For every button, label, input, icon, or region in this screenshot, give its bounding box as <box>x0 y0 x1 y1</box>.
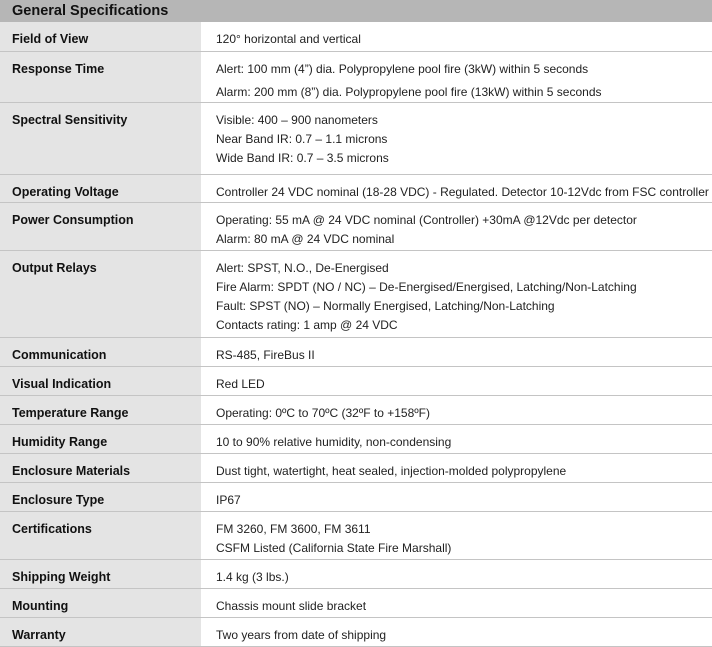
spec-label: Temperature Range <box>0 395 201 424</box>
spec-value-line: Red LED <box>216 376 265 391</box>
spec-row-spectral-sensitivity <box>0 102 712 174</box>
spec-row-enclosure-materials <box>0 453 712 482</box>
spec-value <box>201 617 712 646</box>
spec-value <box>201 482 712 511</box>
spec-label: Enclosure Materials <box>0 453 201 482</box>
spec-value <box>201 453 712 482</box>
spec-label: Power Consumption <box>0 202 201 250</box>
spec-row-warranty <box>0 617 712 646</box>
spec-value <box>201 102 712 174</box>
spec-label: Operating Voltage <box>0 174 201 202</box>
spec-value <box>201 424 712 453</box>
spec-row-visual-indication <box>0 366 712 395</box>
spec-row-enclosure-type <box>0 482 712 511</box>
spec-value-line: Operating: 0ºC to 70ºC (32ºF to +158ºF) <box>216 405 430 420</box>
spec-value-line: RS-485, FireBus II <box>216 347 315 362</box>
spec-value-line: CSFM Listed (California State Fire Marshall) <box>216 540 452 555</box>
spec-value-line: Two years from date of shipping <box>216 627 387 642</box>
spec-value <box>201 22 712 51</box>
spec-value <box>201 250 712 337</box>
spec-row-field-of-view <box>0 22 712 51</box>
spec-label: Humidity Range <box>0 424 201 453</box>
spec-value <box>201 337 712 366</box>
spec-value-line: Visible: 400 – 900 nanometers <box>216 112 378 127</box>
spec-value-line: FM 3260, FM 3600, FM 3611 <box>216 521 371 536</box>
spec-value <box>201 51 712 102</box>
spec-label: Response Time <box>0 51 201 102</box>
spec-value-line: Controller 24 VDC nominal (18-28 VDC) - Regulated. Detector 10-12Vdc from FSC controller <box>216 184 709 199</box>
spec-value-line: 1.4 kg (3 lbs.) <box>216 569 289 584</box>
spec-value-line: Alert: 100 mm (4”) dia. Polypropylene pool fire (3kW) within 5 seconds <box>216 61 589 76</box>
spec-table <box>0 22 712 647</box>
spec-value-line: Alert: SPST, N.O., De-Energised <box>216 260 389 275</box>
spec-label: Spectral Sensitivity <box>0 102 201 174</box>
spec-row-output-relays <box>0 250 712 337</box>
spec-value <box>201 174 712 202</box>
spec-value <box>201 511 712 559</box>
spec-value <box>201 588 712 617</box>
spec-value-line: Operating: 55 mA @ 24 VDC nominal (Controller) +30mA @12Vdc per detector <box>216 212 637 227</box>
spec-value-line: Fire Alarm: SPDT (NO / NC) – De-Energised/Energised, Latching/Non-Latching <box>216 279 637 294</box>
section-header: General Specifications <box>0 0 712 22</box>
spec-value-line: Contacts rating: 1 amp @ 24 VDC <box>216 317 398 332</box>
spec-value <box>201 202 712 250</box>
spec-value <box>201 395 712 424</box>
spec-value-line: 120° horizontal and vertical <box>216 32 361 46</box>
spec-label: Mounting <box>0 588 201 617</box>
spec-value <box>201 366 712 395</box>
spec-label: Shipping Weight <box>0 559 201 588</box>
spec-row-certifications <box>0 511 712 559</box>
spec-value-line: Alarm: 200 mm (8”) dia. Polypropylene pool fire (13kW) within 5 seconds <box>216 84 602 99</box>
spec-label: Field of View <box>0 22 201 51</box>
spec-label: Warranty <box>0 617 201 646</box>
spec-value-line: Fault: SPST (NO) – Normally Energised, Latching/Non-Latching <box>216 298 555 313</box>
spec-value-line: IP67 <box>216 492 241 507</box>
spec-label: Communication <box>0 337 201 366</box>
spec-value <box>201 559 712 588</box>
spec-value-line: Near Band IR: 0.7 – 1.1 microns <box>216 131 388 146</box>
spec-row-response-time <box>0 51 712 102</box>
spec-row-mounting <box>0 588 712 617</box>
spec-value-line: Alarm: 80 mA @ 24 VDC nominal <box>216 231 395 246</box>
spec-row-temperature-range <box>0 395 712 424</box>
spec-row-humidity-range <box>0 424 712 453</box>
spec-label: Visual Indication <box>0 366 201 395</box>
spec-row-power-consumption <box>0 202 712 250</box>
spec-value-line: Dust tight, watertight, heat sealed, injection-molded polypropylene <box>216 463 567 478</box>
spec-label: Output Relays <box>0 250 201 337</box>
spec-value-line: Chassis mount slide bracket <box>216 598 367 613</box>
spec-label: Certifications <box>0 511 201 559</box>
spec-row-shipping-weight <box>0 559 712 588</box>
spec-value-line: Wide Band IR: 0.7 – 3.5 microns <box>216 150 389 165</box>
spec-row-operating-voltage <box>0 174 712 202</box>
spec-label: Enclosure Type <box>0 482 201 511</box>
spec-row-communication <box>0 337 712 366</box>
spec-value-line: 10 to 90% relative humidity, non-condensing <box>216 434 452 449</box>
